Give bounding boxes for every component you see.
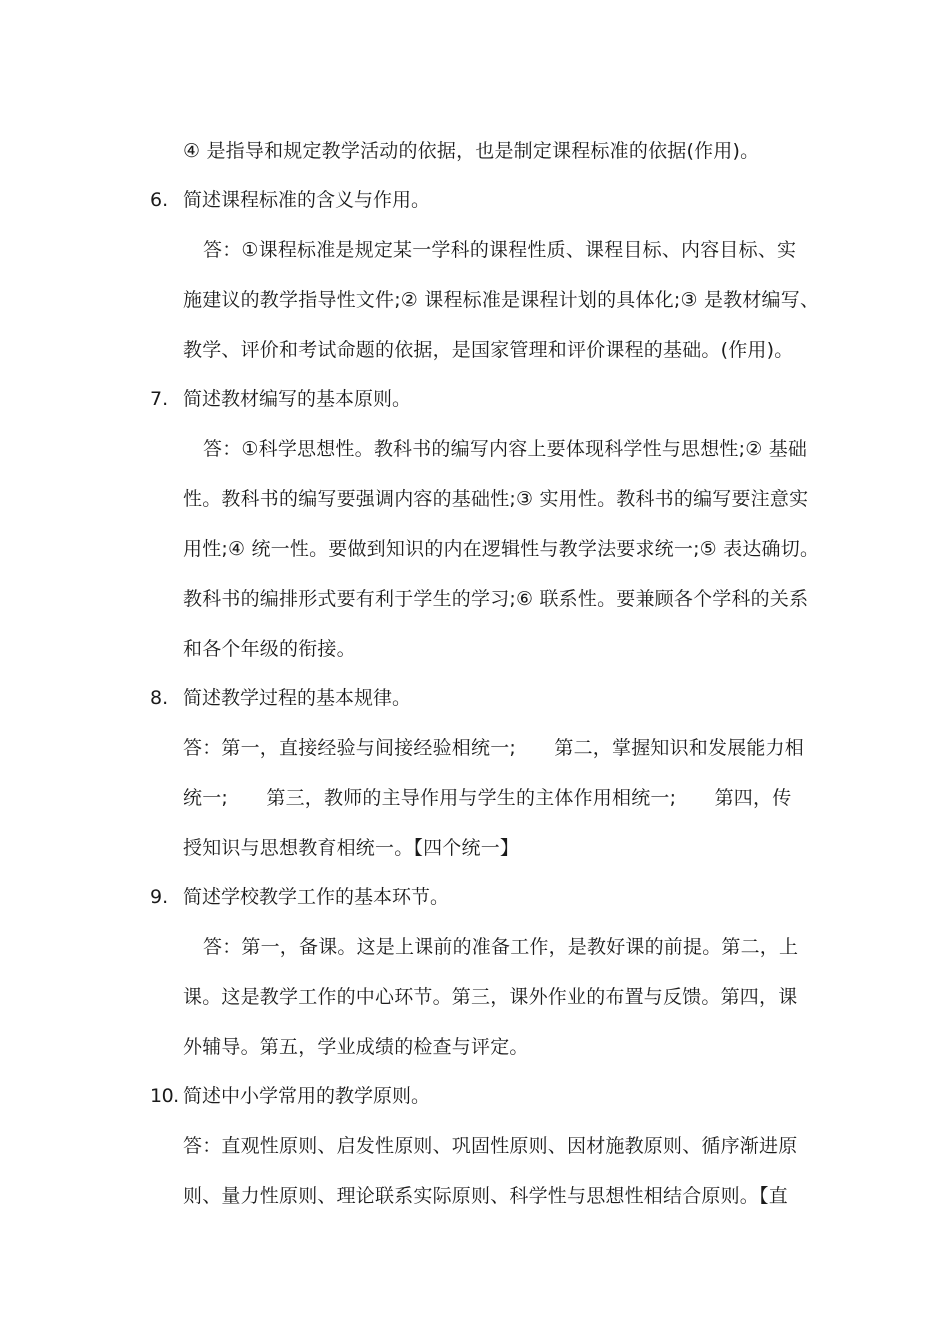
question-text: 简述教材编写的基本原则。 xyxy=(183,388,412,410)
question-text: 简述课程标准的含义与作用。 xyxy=(183,189,431,211)
answer-line: 答：①课程标准是规定某一学科的课程性质、课程目标、内容目标、实 xyxy=(203,239,797,261)
question-number: 9. xyxy=(150,886,169,908)
question-number: 6. xyxy=(150,189,169,211)
answer-line: 教学、评价和考试命题的依据，是国家管理和评价课程的基础。(作用)。 xyxy=(183,339,794,361)
question-text: 简述中小学常用的教学原则。 xyxy=(183,1085,431,1107)
question-number: 8. xyxy=(150,687,169,709)
answer-line: 外辅导。第五，学业成绩的检查与评定。 xyxy=(183,1036,529,1058)
question-heading-10 xyxy=(150,1084,430,1108)
answer-line: 答：①科学思想性。教科书的编写内容上要体现科学性与思想性;② 基础 xyxy=(203,438,808,460)
answer-line: 用性;④ 统一性。要做到知识的内在逻辑性与教学法要求统一;⑤ 表达确切。 xyxy=(183,538,820,560)
answer-line: 课。这是教学工作的中心环节。第三，课外作业的布置与反馈。第四，课 xyxy=(183,986,798,1008)
answer-line: 统一; 第三，教师的主导作用与学生的主体作用相统一; 第四，传 xyxy=(183,787,792,809)
answer-line: 和各个年级的衔接。 xyxy=(183,638,356,660)
question-heading-9 xyxy=(150,885,449,909)
answer-line: 答：第一，备课。这是上课前的准备工作，是教好课的前提。第二，上 xyxy=(203,936,799,958)
question-number: 7. xyxy=(150,388,169,410)
answer-line: 施建议的教学指导性文件;② 课程标准是课程计划的具体化;③ 是教材编写、 xyxy=(183,289,820,311)
question-heading-8 xyxy=(150,686,411,710)
answer-line: 答：第一，直接经验与间接经验相统一; 第二，掌握知识和发展能力相 xyxy=(183,737,805,759)
question-number: 10. xyxy=(150,1085,179,1107)
answer-line: 教科书的编排形式要有利于学生的学习;⑥ 联系性。要兼顾各个学科的关系 xyxy=(183,588,809,610)
question-heading-6 xyxy=(150,188,430,212)
question-heading-7 xyxy=(150,387,411,411)
question-text: 简述学校教学工作的基本环节。 xyxy=(183,886,450,908)
answer-line: 性。教科书的编写要强调内容的基础性;③ 实用性。教科书的编写要注意实 xyxy=(183,488,809,510)
answer-line: 则、量力性原则、理论联系实际原则、科学性与思想性相结合原则。【直 xyxy=(183,1185,788,1207)
answer-line: 答：直观性原则、启发性原则、巩固性原则、因材施教原则、循序渐进原 xyxy=(183,1135,798,1157)
answer-line: 授知识与思想教育相统一。【四个统一】 xyxy=(183,837,520,859)
question-text: 简述教学过程的基本规律。 xyxy=(183,687,412,709)
text-line: ④ 是指导和规定教学活动的依据，也是制定课程标准的依据(作用)。 xyxy=(183,140,760,162)
